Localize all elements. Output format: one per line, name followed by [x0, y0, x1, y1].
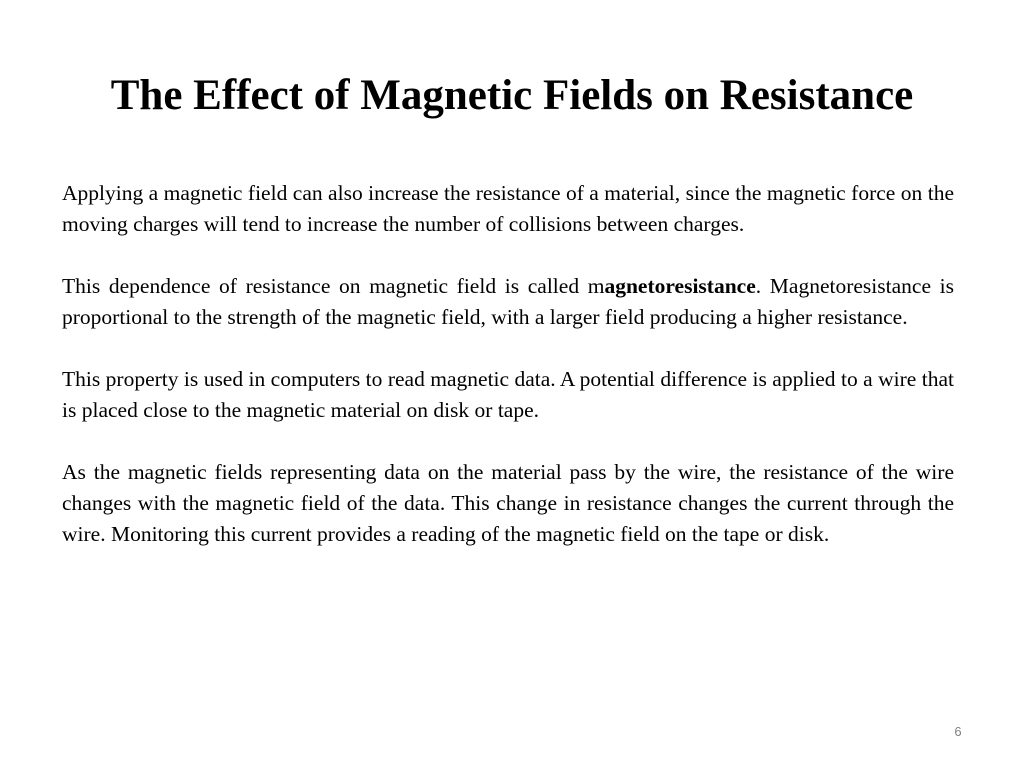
paragraph-magnetoresistance-rest: . Magnetoresistance is proportional to the strength of the magnetic field, with a larger field producing a higher resistance.: [62, 274, 954, 329]
paragraph-monitoring: As the magnetic fields representing data on the material pass by the wire, the resistance of the wire changes with the magnetic field of the data. This change in resistance changes the current through the wire. Monitoring this current provides a reading of the magnetic field on the tape or disk.: [62, 460, 954, 546]
page-number: 6: [954, 724, 962, 739]
paragraph-magnetoresistance: [62, 271, 954, 333]
paragraph-computers: This property is used in computers to read magnetic data. A potential difference is applied to a wire that is placed close to the magnetic material on disk or tape.: [62, 367, 954, 422]
slide-body: [62, 178, 954, 581]
slide-title: The Effect of Magnetic Fields on Resistance: [110, 72, 914, 119]
term-magnetoresistance: agnetoresistance: [604, 274, 756, 298]
paragraph-collisions: Applying a magnetic field can also increase the resistance of a material, since the magnetic force on the moving charges will tend to increase the number of collisions between charges.: [62, 181, 954, 236]
paragraph-magnetoresistance-lead: This dependence of resistance on magnetic field is called m: [62, 274, 605, 298]
